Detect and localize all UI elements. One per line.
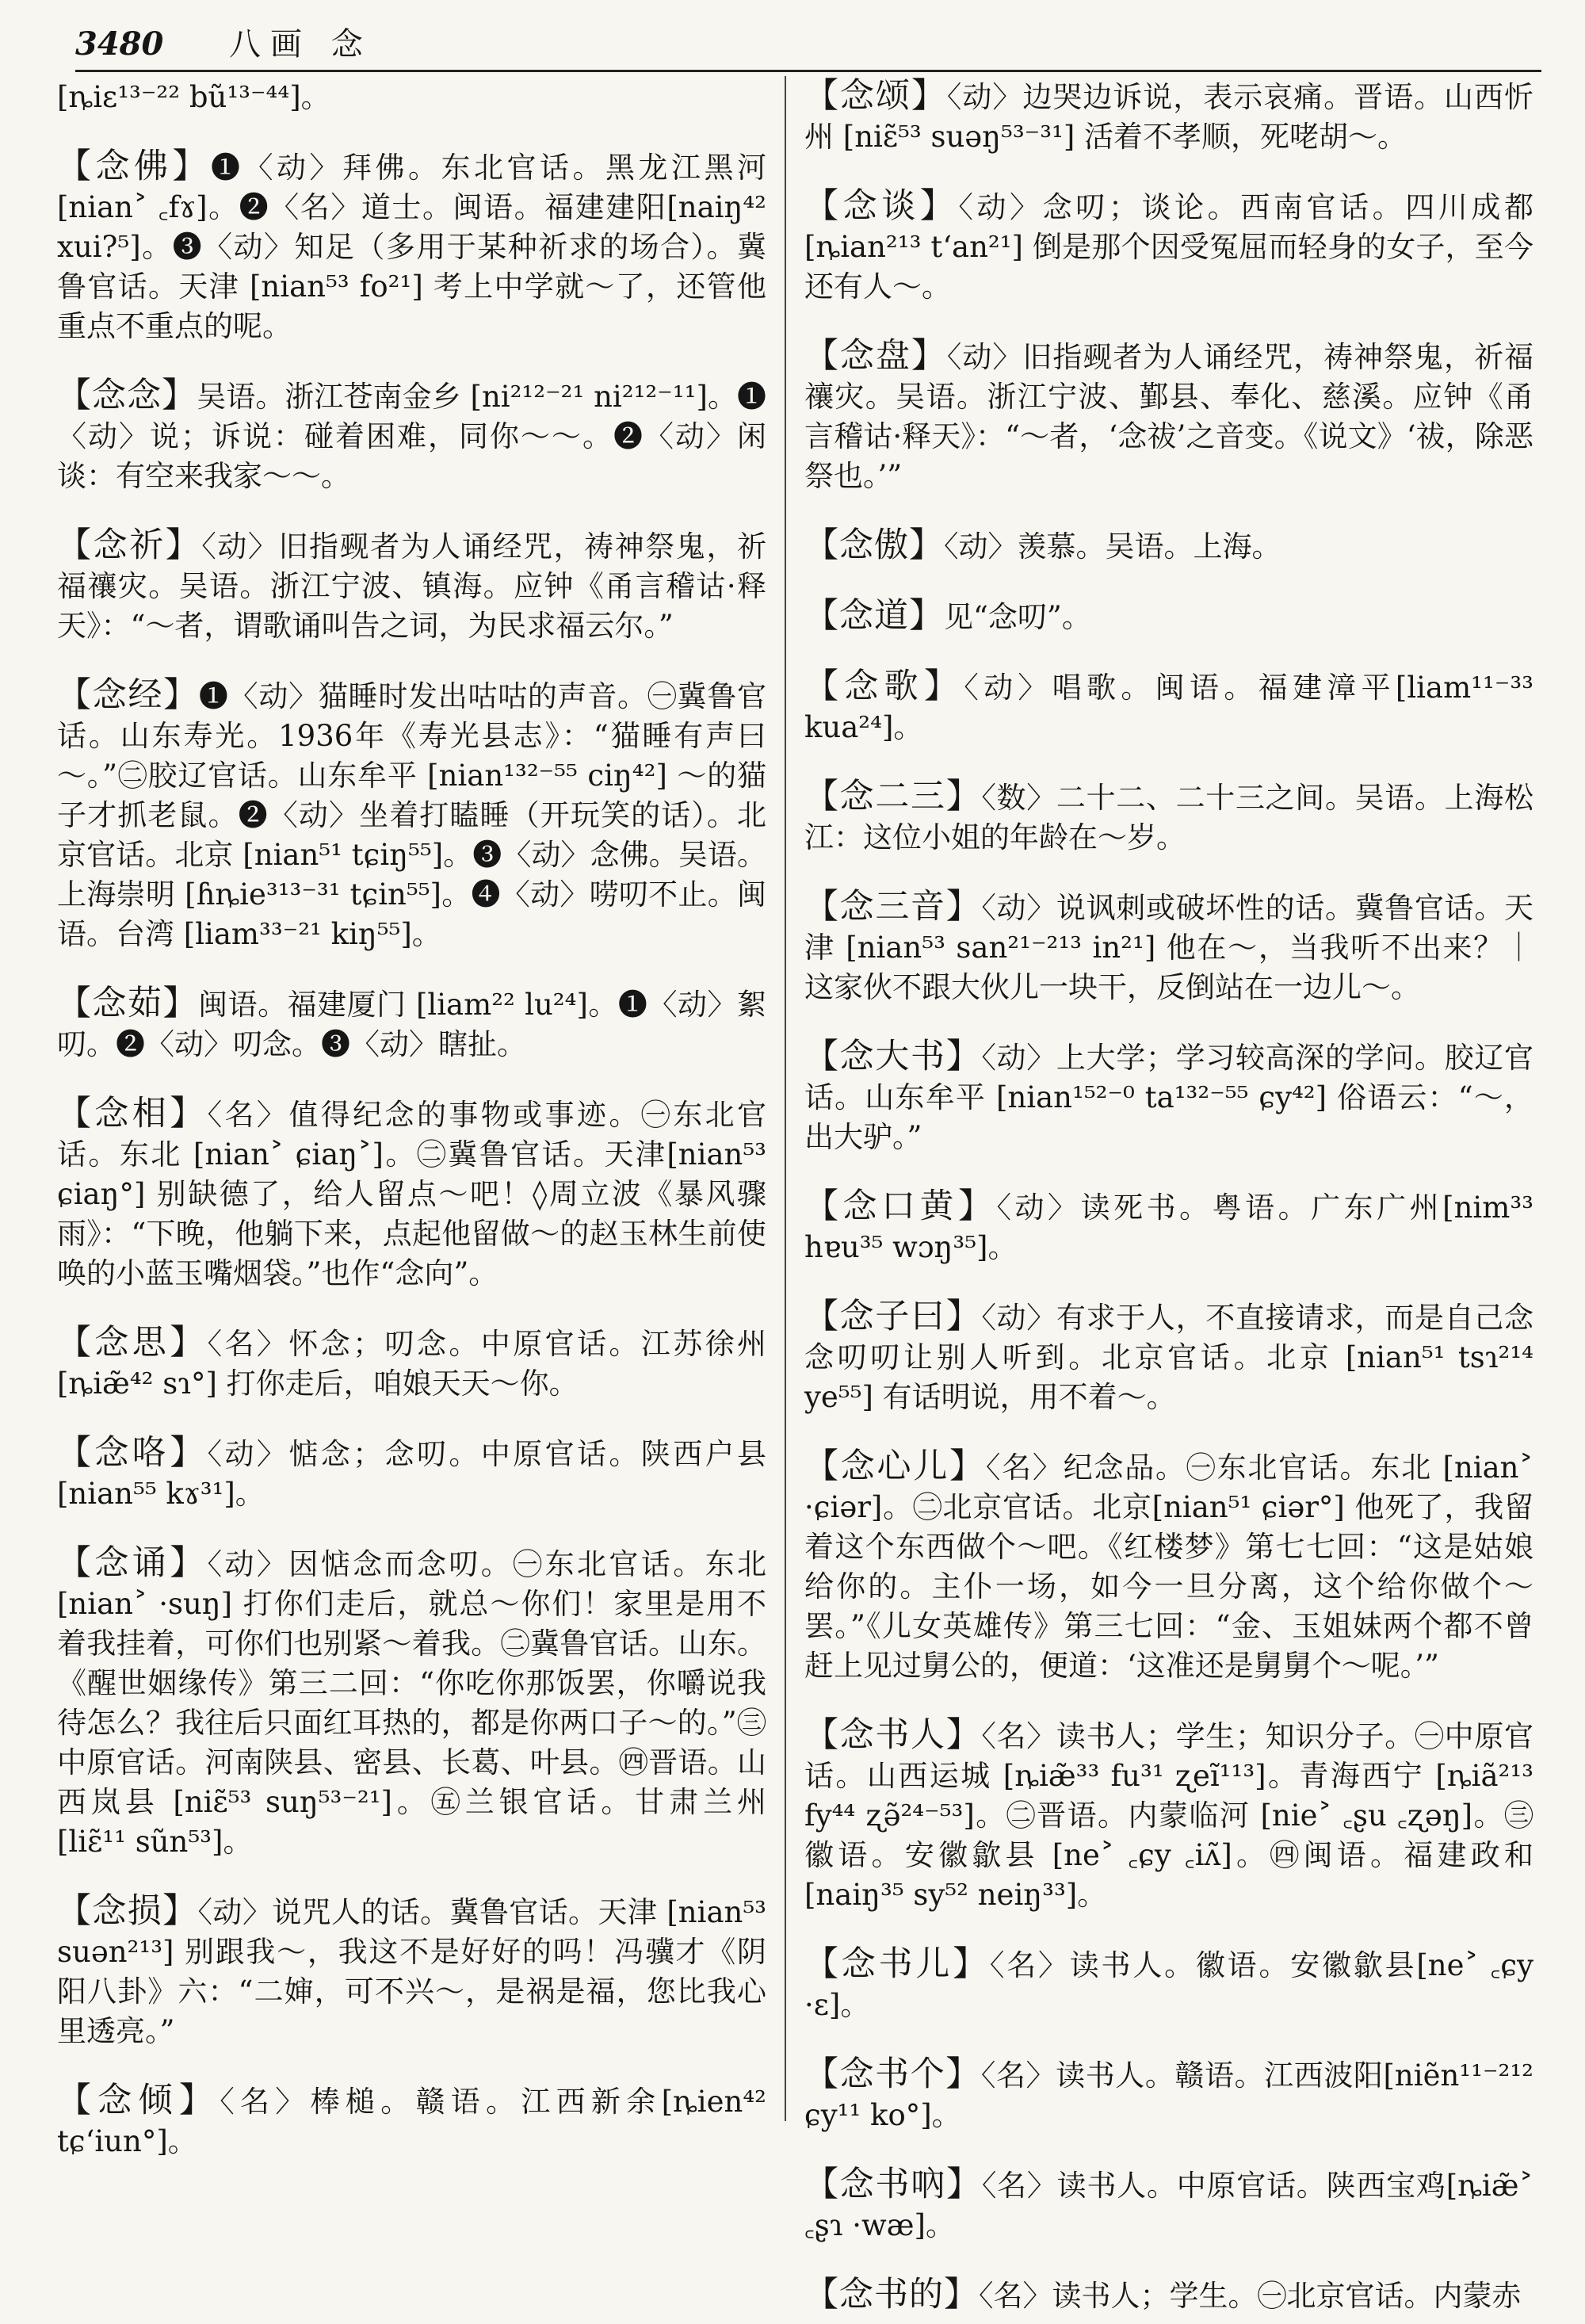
entry-headword: 【念祈】 [57, 526, 202, 565]
entry-text: 〈名〉纪念品。㊀东北官话。东北 [nian˃ ·ɕiər]。㊁北京官话。北京[nian⁵¹ ɕiər°] 他死了，我留着这个东西做个～吧。《红楼梦》第七七回：“这是姑娘给你的。主仆一场，如今一旦分离，这个给你做个～罢。”《儿女英雄传》第三七回：“金、玉姐妹两个都不曾赶上见过舅公的，便道：‘这准还是舅舅个～呢。’” [804, 1451, 1534, 1683]
entry-headword: 【念盘】 [804, 336, 947, 376]
entry-headword: 【念心儿】 [804, 1447, 986, 1486]
entry-text: 〈名〉读书人。赣语。江西波阳[niẽn¹¹⁻²¹² ɕy¹¹ ko°]。 [804, 2058, 1533, 2132]
right-column [804, 76, 1533, 2324]
entry [804, 336, 1533, 496]
entry-text: 〈动〉上大学；学习较高深的学问。胶辽官话。山东牟平 [nian¹⁵²⁻⁰ ta¹³²⁻⁵⁵ ɕy⁴²] 俗语云：“～，出大驴。” [804, 1041, 1534, 1154]
entry-headword: 【念颂】 [804, 76, 947, 116]
entry-text: 〈动〉旧指觋者为人诵经咒，祷神祭鬼，祈福禳灾。吴语。浙江宁波、镇海。应钟《甬言稽诂·释天》：“～者，谓歌诵叫告之词，为民求福云尔。” [57, 529, 767, 643]
entry [804, 526, 1533, 567]
entry [804, 667, 1533, 747]
entry [804, 887, 1533, 1007]
entry-text: 〈动〉念叨；谈论。西南官话。四川成都 [ȵian²¹³ tʻan²¹] 倒是那个因受冤屈而轻身的女子，至今还有人～。 [804, 190, 1534, 304]
entry [804, 186, 1533, 307]
left-column [57, 76, 766, 2169]
entry [57, 376, 766, 496]
entry [57, 1543, 766, 1862]
entry-text: ❶〈动〉猫睡时发出咕咕的声音。㊀冀鲁官话。山东寿光。1936年《寿光县志》：“猫睡有声曰～。”㊁胶辽官话。山东牟平 [nian¹³²⁻⁵⁵ ciŋ⁴²] ～的猫子才抓老鼠。❷〈动〉坐着打瞌睡（开玩笑的话）。北京官话。北京 [nian⁵¹ tɕiŋ⁵⁵]。❸〈动〉念佛。吴语。上海崇明 [ɦȵie³¹³⁻³¹ tɕin⁵⁵]。❹〈动〉唠叨不止。闽语。台湾 [liam³³⁻²¹ kiŋ⁵⁵]。 [57, 679, 767, 951]
entry-text: 〈名〉读书人。中原官话。陕西宝鸡[ȵiæ̃˃ ꜀ʂɿ ·wæ]。 [804, 2169, 1534, 2242]
entry-headword: 【念思】 [57, 1323, 208, 1363]
entry-text: 吴语。浙江苍南金乡 [ni²¹²⁻²¹ ni²¹²⁻¹¹]。❶〈动〉说；诉说：碰着困难，同你～～。❷〈动〉闲谈：有空来我家～～。 [57, 380, 767, 493]
page-number: 3480 [75, 25, 164, 63]
entry-headword: 【念大书】 [804, 1037, 982, 1076]
entry-headword: 【念道】 [804, 596, 944, 636]
entry-continuation [57, 76, 766, 117]
entry-text: [ȵiɛ¹³⁻²² bũ¹³⁻⁴⁴]。 [57, 80, 330, 114]
entry-headword: 【念诵】 [57, 1543, 208, 1583]
entry-text: 〈名〉读书人。徽语。安徽歙县[ne˃ ꜀ɕy ·ɛ]。 [804, 1948, 1534, 2022]
entry-headword: 【念三音】 [804, 887, 982, 927]
entry [57, 147, 766, 346]
entry-text: 〈数〉二十二、二十三之间。吴语。上海松江：这位小姐的年龄在～岁。 [804, 781, 1534, 854]
entry-headword: 【念佛】 [57, 147, 211, 186]
entry [804, 596, 1533, 637]
entry-text: 〈动〉读死书。粤语。广东广州[nim³³ hɐu³⁵ wɔŋ³⁵]。 [804, 1191, 1533, 1264]
entry-text: 〈名〉怀念；叨念。中原官话。江苏徐州[ȵiæ̃⁴² sɿ°] 打你走后，咱娘天天～你。 [57, 1327, 767, 1401]
entry-text: 〈动〉旧指觋者为人诵经咒，祷神祭鬼，祈福禳灾。吴语。浙江宁波、鄞县、奉化、慈溪。应钟《甬言稽诂·释天》：“～者，‘念祓’之音变。《说文》‘祓，除恶祭也。’” [804, 340, 1534, 493]
entry [57, 526, 766, 646]
entry-headword: 【念咯】 [57, 1433, 208, 1473]
entry-headword: 【念谈】 [804, 186, 959, 226]
entry [804, 1037, 1533, 1157]
entry [57, 984, 766, 1065]
entry [57, 675, 766, 954]
entry-text: 〈名〉值得纪念的事物或事迹。㊀东北官话。东北 [nian˃ ɕiaŋ˃]。㊁冀鲁官话。天津[nian⁵³ ɕiaŋ°] 别缺德了，给人留点～吧！◊周立波《暴风骤雨》：“下晚，他躺下来，点起他留做～的赵玉林生前使唤的小蓝玉嘴烟袋。”也作“念向”。 [57, 1098, 767, 1290]
entry [804, 1944, 1533, 2025]
entry-headword: 【念经】 [57, 675, 199, 715]
entry [57, 2081, 766, 2162]
entry-text: 〈名〉读书人；学生；知识分子。㊀中原官话。山西运城 [ȵiæ̃³³ fu³¹ ʐeĩ¹¹³]。青海西宁 [ȵiã²¹³ fy⁴⁴ ʐə̃²⁴⁻⁵³]。㊁晋语。内蒙临河 [nie˃ ꜀ʂu ꜀ʐəŋ]。㊂徽语。安徽歙县 [ne˃ ꜀ɕy ꜀iʌ̃]。㊃闽语。福建政和 [naiŋ³⁵ sy⁵² neiŋ³³]。 [804, 1719, 1534, 1912]
column-divider [785, 76, 786, 2121]
entry-text: 闽语。福建厦门 [liam²² lu²⁴]。❶〈动〉絮叨。❷〈动〉叨念。❸〈动〉瞎扯。 [57, 988, 766, 1061]
page-header [75, 21, 1541, 68]
entry-text: 〈动〉惦念；念叨。中原官话。陕西户县[nian⁵⁵ kɤ³¹]。 [57, 1437, 767, 1511]
entry [804, 1187, 1533, 1267]
entry-headword: 【念口黄】 [804, 1187, 997, 1226]
entry [804, 76, 1533, 157]
entry-headword: 【念书吶】 [804, 2165, 982, 2204]
entry-headword: 【念二三】 [804, 777, 982, 816]
entry [57, 1891, 766, 2051]
entry-text: 〈动〉因惦念而念叨。㊀东北官话。东北 [nian˃ ·suŋ] 打你们走后，就总～你们！家里是用不着我挂着，可你们也别紧～着我。㊁冀鲁官话。山东。《醒世姻缘传》第三二回：“你吃你那饭罢，你嚼说我待怎么？我往后只面红耳热的，都是你两口子～的。”㊂中原官话。河南陕县、密县、长葛、叶县。㊃晋语。山西岚县 [niɛ̃⁵³ suŋ⁵³⁻²¹]。㊄兰银官话。甘肃兰州 [liɛ̃¹¹ sũn⁵³]。 [57, 1547, 767, 1859]
entry-headword: 【念念】 [57, 376, 197, 415]
entry-text: 〈动〉说咒人的话。冀鲁官话。天津 [nian⁵³ suən²¹³] 别跟我～，我这不是好好的吗！冯骥才《阴阳八卦》六：“二婶，可不兴～，是祸是福，您比我心里透亮。” [57, 1895, 766, 2048]
entry-headword: 【念倾】 [57, 2081, 220, 2120]
entry-text: 〈动〉有求于人，不直接请求，而是自己念念叨叨让别人听到。北京官话。北京 [nian⁵¹ tsɿ²¹⁴ ye⁵⁵] 有话明说，用不着～。 [804, 1301, 1534, 1414]
entry [804, 1715, 1533, 1915]
entry [57, 1323, 766, 1404]
entry [804, 2165, 1533, 2246]
entry [804, 1447, 1533, 1686]
entry-text: 〈动〉说讽刺或破坏性的话。冀鲁官话。天津 [nian⁵³ san²¹⁻²¹³ in²¹] 他在～，当我听不出来？｜这家伙不跟大伙儿一块干，反倒站在一边儿～。 [804, 891, 1534, 1004]
entry-headword: 【念书儿】 [804, 1944, 990, 1984]
entry-text: 〈动〉羡慕。吴语。上海。 [944, 529, 1281, 564]
entry-text: 〈名〉棒槌。赣语。江西新余[ȵien⁴² tɕʻiun°]。 [57, 2085, 767, 2158]
entry-headword: 【念书个】 [804, 2055, 981, 2094]
entry-headword: 【念相】 [57, 1094, 208, 1133]
entry-text: 见“念叨”。 [944, 600, 1091, 634]
entry [804, 777, 1533, 858]
entry-text: ❶〈动〉拜佛。东北官话。黑龙江黑河 [nian˃ ꜀fɤ]。❷〈名〉道士。闽语。福建建阳[naiŋ⁴² xui?⁵]。❸〈动〉知足（多用于某种祈求的场合）。冀鲁官话。天津 [nian⁵³ fo²¹] 考上中学就～了，还管他重点不重点的呢。 [57, 151, 766, 343]
entry [804, 2055, 1533, 2135]
entry-headword: 【念子曰】 [804, 1297, 982, 1336]
page-head-title: 八画 念 [229, 26, 372, 63]
entry-text: 〈动〉唱歌。闽语。福建漳平[liam¹¹⁻³³ kua²⁴]。 [804, 671, 1534, 744]
entry-headword: 【念茹】 [57, 984, 199, 1023]
entry-headword: 【念歌】 [804, 667, 964, 706]
entry [804, 2275, 1533, 2316]
entry [57, 1094, 766, 1294]
entry-headword: 【念傲】 [804, 526, 944, 565]
entry-headword: 【念书的】 [804, 2275, 979, 2314]
entry-headword: 【念书人】 [804, 1715, 982, 1755]
header-rule [75, 70, 1541, 72]
entry-text: 〈动〉边哭边诉说，表示哀痛。晋语。山西忻州 [niɛ̃⁵³ suəŋ⁵³⁻³¹] 活着不孝顺，死咾胡～。 [804, 80, 1534, 154]
entry [804, 1297, 1533, 1417]
entry [57, 1433, 766, 1514]
entry-headword: 【念损】 [57, 1891, 198, 1931]
entry-text: 〈名〉读书人；学生。㊀北京官话。内蒙赤 [979, 2279, 1522, 2313]
